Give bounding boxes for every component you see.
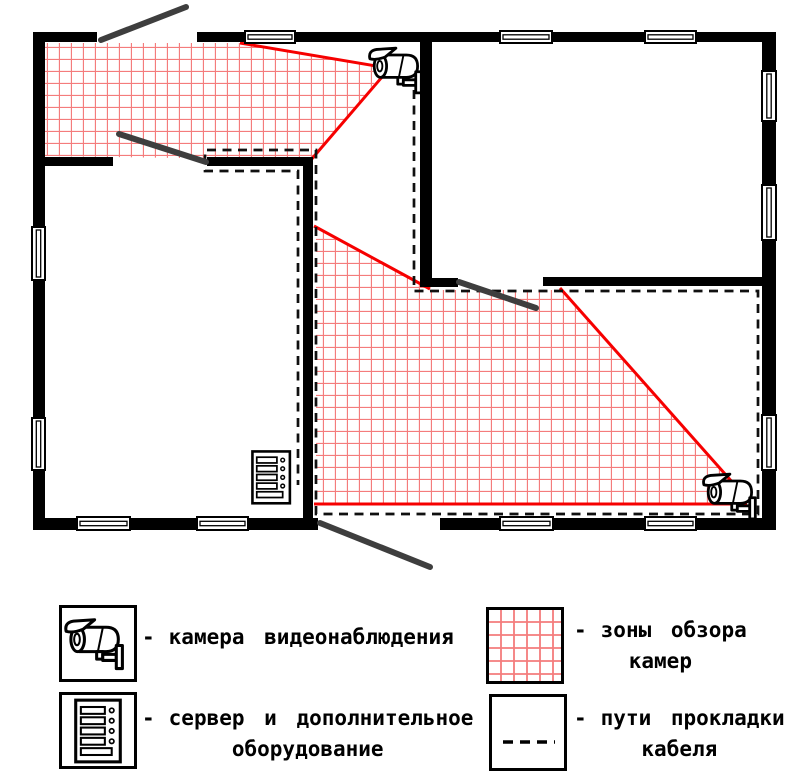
- legend-dash: -: [574, 706, 587, 730]
- door-bottom: [320, 523, 430, 567]
- legend-cable-box: [489, 694, 567, 771]
- legend-zone-box: [486, 607, 564, 684]
- server-icon: [74, 698, 122, 764]
- legend-camera-box: [59, 605, 137, 682]
- dashed-line-swatch: [492, 697, 564, 768]
- legend-dash: -: [574, 618, 587, 642]
- coverage-zone-top-corridor: [45, 43, 386, 160]
- legend-cable-label: - пути прокладки кабеля: [574, 706, 785, 761]
- legend-dash: -: [142, 706, 155, 730]
- coverage-grid-swatch: [489, 610, 561, 681]
- door-top-left: [101, 7, 186, 40]
- legend-dash: -: [142, 625, 155, 649]
- camera-coverage-zones: [45, 43, 747, 504]
- cctv-camera-icon: [370, 48, 422, 93]
- server-icon: [252, 451, 289, 503]
- legend-server-box: [59, 692, 137, 769]
- legend-server-label: - сервер и дополнительное оборудование: [142, 706, 474, 761]
- cctv-camera-icon: [64, 613, 132, 674]
- cctv-camera-icon: [704, 474, 756, 519]
- legend-zone-label: - зоны обзора камер: [574, 618, 747, 673]
- coverage-zone-main-room: [316, 228, 747, 504]
- legend-camera-label: - камера видеонаблюдения: [142, 625, 454, 649]
